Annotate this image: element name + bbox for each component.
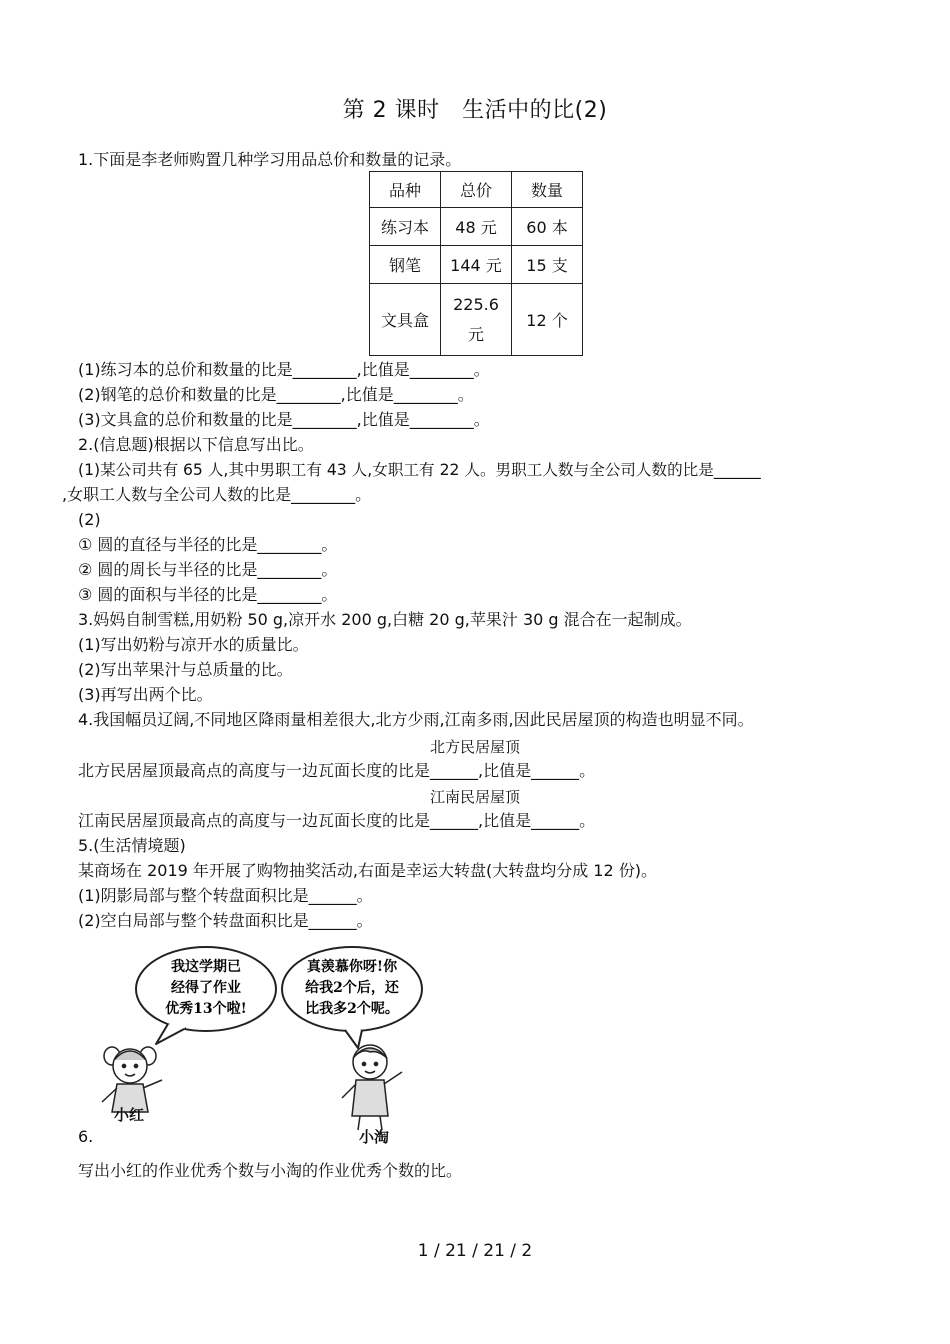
q4-intro: 4.我国幅员辽阔,不同地区降雨量相差很大,北方少雨,江南多雨,因此民居屋顶的构造也明显不同。 (78, 710, 754, 729)
bubble-right-line: 给我2个后，还 (305, 980, 399, 996)
q4-south-line: 江南民居屋顶最高点的高度与一边瓦面长度的比是______,比值是______。 (78, 811, 596, 830)
girl-figure (102, 1047, 162, 1112)
purchase-record-table (369, 171, 583, 356)
page-title: 第 2 课时 生活中的比(2) (342, 98, 608, 123)
cell-item: 练习本 (370, 208, 441, 246)
q3-intro: 3.妈妈自制雪糕,用奶粉 50 g,凉开水 200 g,白糖 20 g,苹果汁 30 g 混合在一起制成。 (78, 610, 692, 629)
q2-sub1-line2: ,女职工人数与全公司人数的比是________。 (62, 485, 372, 504)
bubble-left-line: 优秀13个啦! (165, 1001, 247, 1017)
q4-north-line: 北方民居屋顶最高点的高度与一边瓦面长度的比是______,比值是______。 (78, 761, 596, 780)
q3-sub1: (1)写出奶粉与凉开水的质量比。 (78, 635, 309, 654)
cell-price-line1: 225.6 (453, 294, 499, 314)
name-xiaohong: 小红 (114, 1106, 145, 1124)
q3-sub3: (3)再写出两个比。 (78, 685, 213, 704)
q2-c2: ② 圆的周长与半径的比是________。 (78, 560, 338, 579)
q2-intro: 2.(信息题)根据以下信息写出比。 (78, 435, 314, 454)
page-footer: 1 / 21 / 21 / 2 (417, 1241, 533, 1261)
header-item: 品种 (370, 172, 441, 208)
bubble-left-line: 我这学期已 (171, 959, 241, 975)
speech-bubble-left (136, 947, 276, 1044)
q3-sub2: (2)写出苹果汁与总质量的比。 (78, 660, 293, 679)
q2-sub2: (2) (78, 510, 101, 529)
boy-figure (342, 1045, 402, 1130)
cell-qty: 12 个 (512, 284, 583, 356)
q6-number: 6. (78, 1127, 94, 1146)
q1-sub3: (3)文具盒的总价和数量的比是________,比值是________。 (78, 410, 490, 429)
q6-question: 写出小红的作业优秀个数与小淘的作业优秀个数的比。 (78, 1161, 463, 1180)
q2-c1: ① 圆的直径与半径的比是________。 (78, 535, 338, 554)
bubble-right-line: 比我多2个呢。 (305, 1001, 399, 1017)
cell-price: 48 元 (441, 208, 512, 246)
q1-sub2: (2)钢笔的总价和数量的比是________,比值是________。 (78, 385, 474, 404)
north-caption: 北方民居屋顶 (429, 738, 520, 756)
cell-price: 144 元 (441, 246, 512, 284)
q5-sub2: (2)空白局部与整个转盘面积比是______。 (78, 911, 373, 930)
cell-item: 文具盒 (370, 284, 441, 356)
q5-desc: 某商场在 2019 年开展了购物抽奖活动,右面是幸运大转盘(大转盘均分成 12 份)。 (78, 861, 657, 880)
cell-price (441, 284, 512, 356)
table-row (370, 246, 583, 284)
q1-intro: 1.下面是李老师购置几种学习用品总价和数量的记录。 (78, 150, 462, 169)
cell-item: 钢笔 (370, 246, 441, 284)
table-row (370, 284, 583, 356)
bubble-right-line: 真羡慕你呀!你 (306, 959, 398, 975)
header-qty: 数量 (512, 172, 583, 208)
q2-sub1-line1: (1)某公司共有 65 人,其中男职工有 43 人,女职工有 22 人。男职工人数与全公司人数的比是______ (78, 461, 761, 479)
cell-price-line2: 元 (467, 324, 484, 344)
speech-bubble-right (282, 947, 422, 1048)
q2-c3: ③ 圆的面积与半径的比是________。 (78, 585, 338, 604)
table-row (370, 208, 583, 246)
header-price: 总价 (441, 172, 512, 208)
bubble-left-line: 经得了作业 (171, 980, 241, 996)
q5-intro: 5.(生活情境题) (78, 836, 186, 855)
cell-qty: 15 支 (512, 246, 583, 284)
q1-sub1: (1)练习本的总价和数量的比是________,比值是________。 (78, 360, 490, 379)
name-xiaotao: 小淘 (359, 1128, 390, 1146)
table-header-row (370, 172, 583, 208)
q5-sub1: (1)阴影局部与整个转盘面积比是______。 (78, 886, 373, 905)
cell-qty: 60 本 (512, 208, 583, 246)
south-caption: 江南民居屋顶 (429, 788, 520, 806)
